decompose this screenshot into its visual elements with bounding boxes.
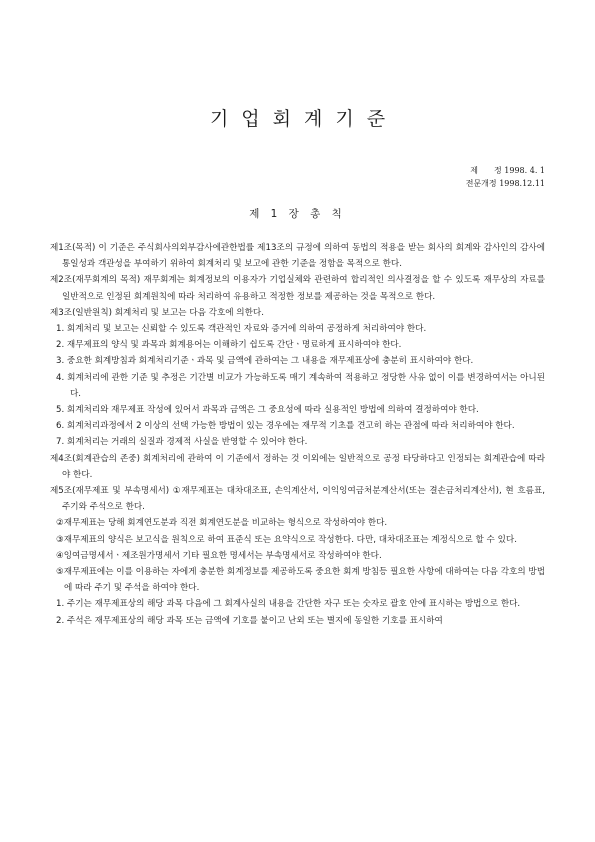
list-item: 2. 주석은 재무제표상의 해당 과목 또는 금액에 기호를 붙이고 난외 또는 별지에 동일한 기호를 표시하여 bbox=[56, 615, 443, 626]
list-item: 7. 회계처리는 거래의 실질과 경제적 사실을 반영할 수 있어야 한다. bbox=[56, 437, 308, 448]
list-item: 3. 중요한 회계방침과 회계처리기준ㆍ과목 및 금액에 관하여는 그 내용을 재무제표상에 충분히 표시하여야 한다. bbox=[56, 356, 474, 367]
article-paragraph: 제2조(재무회계의 목적) 재무회계는 회계정보의 이용자가 기업실체와 관련하여 합리적인 의사결정을 할 수 있도록 재무상의 자료를 일반적으로 인정된 회계원칙에 따라 처리하여 유용하고 적정한 정보를 제공하는 것을 목적으로 한다. bbox=[50, 275, 545, 302]
date-row-enacted bbox=[345, 164, 545, 177]
list-item: 6. 회계처리과정에서 2 이상의 선택 가능한 방법이 있는 경우에는 재무적 기초를 견고히 하는 관점에 따라 처리하여야 한다. bbox=[56, 421, 515, 432]
list-item: 2. 재무제표의 양식 및 과목과 회계용어는 이해하기 쉽도록 간단ㆍ명료하게 표시하여야 한다. bbox=[56, 340, 402, 351]
clause-paragraph: ②재무제표는 당해 회계연도분과 직전 회계연도분을 비교하는 형식으로 작성하여야 한다. bbox=[56, 518, 388, 529]
clause-paragraph: ④잉여금명세서ㆍ제조원가명세서 기타 필요한 명세서는 부속명세서로 작성하여야 한다. bbox=[56, 550, 382, 561]
article-paragraph: 제4조(회계관습의 존중) 회계처리에 관하여 이 기준에서 정하는 것 이외에는 일반적으로 공정 타당하다고 인정되는 회계관습에 따라야 한다. bbox=[50, 453, 545, 480]
enactment-dates bbox=[345, 164, 545, 190]
document-title: 기업회계기준 bbox=[209, 108, 399, 130]
document-body bbox=[50, 240, 545, 629]
chapter-heading: 제 1 장 총 칙 bbox=[249, 208, 346, 220]
clause-paragraph: ③재무제표의 양식은 보고식을 원칙으로 하여 표준식 또는 요약식으로 작성한다. 다만, 대차대조표는 계정식으로 할 수 있다. bbox=[56, 534, 517, 545]
date-label: 제 정 bbox=[470, 166, 502, 175]
list-item: 4. 회계처리에 관한 기준 및 추정은 기간별 비교가 가능하도록 매기 계속하여 적용하고 정당한 사유 없이 이를 변경하여서는 아니된다. bbox=[56, 372, 545, 399]
date-label: 전문개정 bbox=[465, 179, 497, 188]
list-item: 5. 회계처리와 재무제표 작성에 있어서 과목과 금액은 그 중요성에 따라 실용적인 방법에 의하여 결정하여야 한다. bbox=[56, 405, 479, 416]
list-item: 1. 주기는 재무제표상의 해당 과목 다음에 그 회계사실의 내용을 간단한 자구 또는 숫자로 괄호 안에 표시하는 방법으로 한다. bbox=[56, 599, 521, 610]
date-value: 1998.12.11 bbox=[499, 179, 545, 188]
article-paragraph: 제1조(목적) 이 기준은 주식회사의외부감사에관한법률 제13조의 규정에 의하여 동법의 적용을 받는 회사의 회계와 감사인의 감사에 통일성과 객관성을 부여하기 위하여 회계처리 및 보고에 관한 기준을 정함을 목적으로 한다. bbox=[50, 243, 545, 270]
list-item: 1. 회계처리 및 보고는 신뢰할 수 있도록 객관적인 자료와 증거에 의하여 공정하게 처리하여야 한다. bbox=[56, 324, 427, 335]
article-paragraph: 제3조(일반원칙) 회계처리 및 보고는 다음 각호에 의한다. bbox=[50, 307, 264, 318]
date-value: 1998. 4. 1 bbox=[504, 166, 545, 175]
clause-paragraph: ⑤재무제표에는 이를 이용하는 자에게 충분한 회계정보를 제공하도록 중요한 회계 방침등 필요한 사항에 대하여는 다음 각호의 방법에 따라 주기 및 주석을 하여야 한다. bbox=[56, 567, 545, 594]
article-paragraph: 제5조(재무제표 및 부속명세서) ①재무제표는 대차대조표, 손익계산서, 이익잉여금처분계산서(또는 결손금처리계산서), 현 흐름표, 주기와 주석으로 한다. bbox=[50, 486, 545, 513]
date-row-revised bbox=[345, 177, 545, 190]
